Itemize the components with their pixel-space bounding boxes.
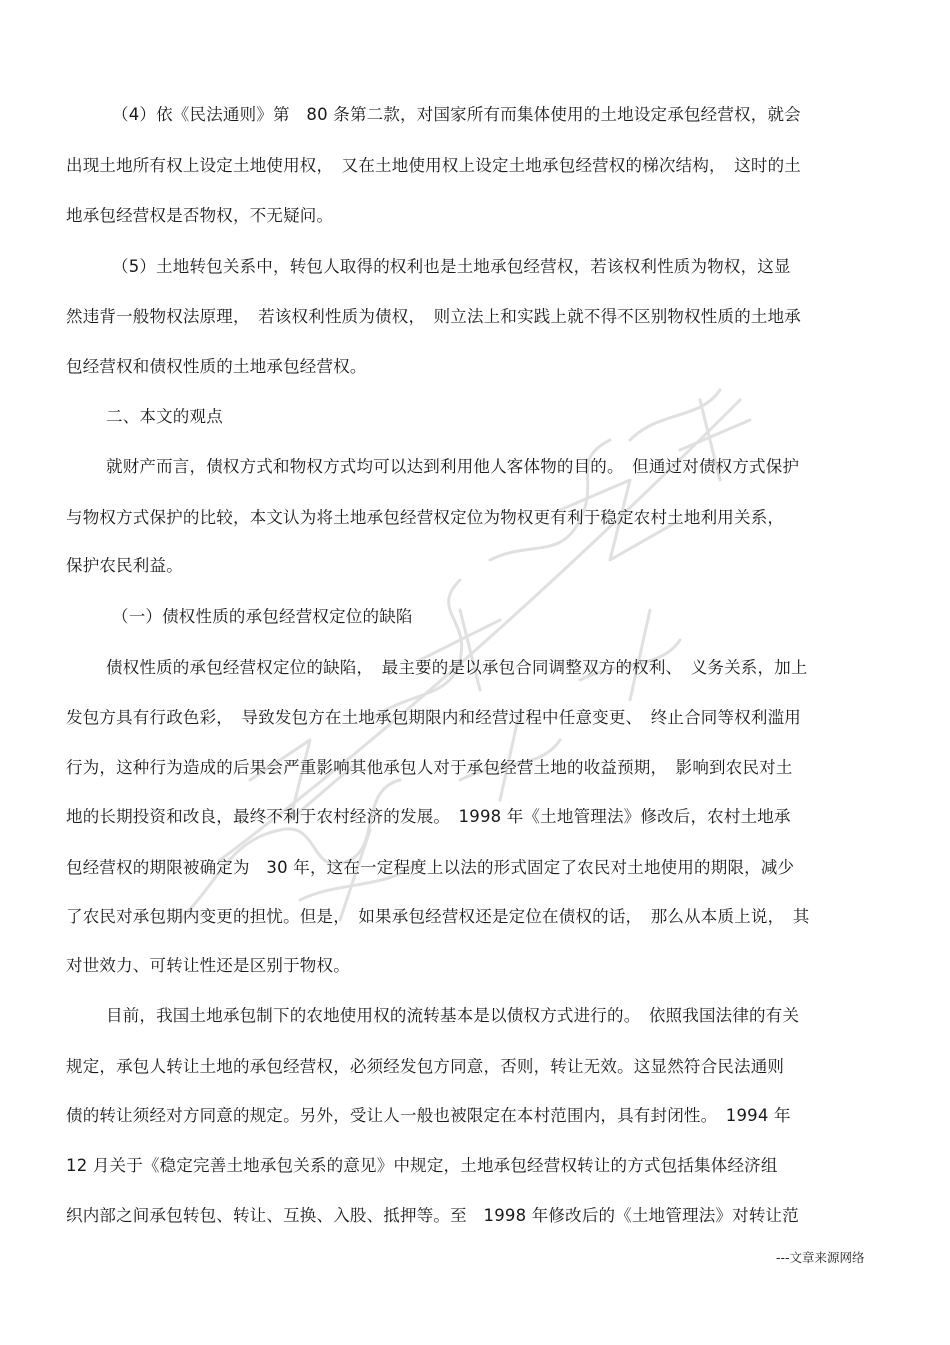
- paragraph-line: 规定，承包人转让土地的承包经营权，必须经发包方同意，否则，转让无效。这显然符合民法通则: [66, 1057, 785, 1076]
- paragraph-line: 债权性质的承包经营权定位的缺陷， 最主要的是以承包合同调整双方的权利、 义务关系，加上: [106, 658, 808, 677]
- paragraph-line: 目前，我国土地承包制下的农地使用权的流转基本是以债权方式进行的。 依照我国法律的有关: [106, 1006, 800, 1025]
- paragraph-line: 就财产而言，债权方式和物权方式均可以达到利用他人客体物的目的。 但通过对债权方式保护: [106, 457, 800, 476]
- paragraph-line: 债的转让须经对方同意的规定。另外，受让人一般也被限定在本村范围内，具有封闭性。 1994 年: [66, 1106, 791, 1125]
- paragraph-line: 发包方具有行政色彩， 导致发包方在土地承包期限内和经营过程中任意变更、 终止合同等权利滥用: [66, 708, 801, 727]
- paragraph-line: 包经营权的期限被确定为 30 年，这在一定程度上以法的形式固定了农民对土地使用的期限，减少: [66, 858, 795, 877]
- paragraph-line: （4）依《民法通则》第 80 条第二款，对国家所有而集体使用的土地设定承包经营权，就会: [112, 105, 801, 124]
- paragraph-line: 包经营权和债权性质的土地承包经营权。: [66, 357, 367, 376]
- paragraph-line: 出现土地所有权上设定土地使用权， 又在土地使用权上设定土地承包经营权的梯次结构， 这时的土: [66, 156, 801, 175]
- paragraph-line: 行为，这种行为造成的后果会严重影响其他承包人对于承包经营土地的收益预期， 影响到农民对土: [66, 758, 793, 777]
- paragraph-line: 保护农民利益。: [66, 556, 183, 575]
- paragraph-line: 与物权方式保护的比较，本文认为将土地承包经营权定位为物权更有利于稳定农村土地利用关系，: [66, 508, 785, 527]
- subsection-heading: （一）债权性质的承包经营权定位的缺陷: [112, 607, 413, 626]
- section-heading: 二、本文的观点: [106, 407, 223, 426]
- paragraph-line: 12 月关于《稳定完善土地承包关系的意见》中规定，土地承包经营权转让的方式包括集体经济组: [66, 1156, 778, 1175]
- paragraph-line: 地的长期投资和改良，最终不利于农村经济的发展。 1998 年《土地管理法》修改后，农村土地承: [66, 807, 791, 826]
- paragraph-line: 然违背一般物权法原理， 若该权利性质为债权， 则立法上和实践上就不得不区别物权性质的土地承: [66, 307, 801, 326]
- paragraph-line: 地承包经营权是否物权，不无疑问。: [66, 206, 334, 225]
- footer-source-note: ---文章来源网络: [776, 1250, 865, 1265]
- paragraph-line: 对世效力、可转让性还是区别于物权。: [66, 956, 350, 975]
- paragraph-line: 织内部之间承包转包、转让、互换、入股、抵押等。至 1998 年修改后的《土地管理法》对转让范: [66, 1206, 799, 1225]
- paragraph-line: （5）土地转包关系中，转包人取得的权利也是土地承包经营权，若该权利性质为物权，这显: [112, 257, 791, 276]
- paragraph-line: 了农民对承包期内变更的担忧。但是， 如果承包经营权还是定位在债权的话， 那么从本质上说， 其: [66, 907, 810, 926]
